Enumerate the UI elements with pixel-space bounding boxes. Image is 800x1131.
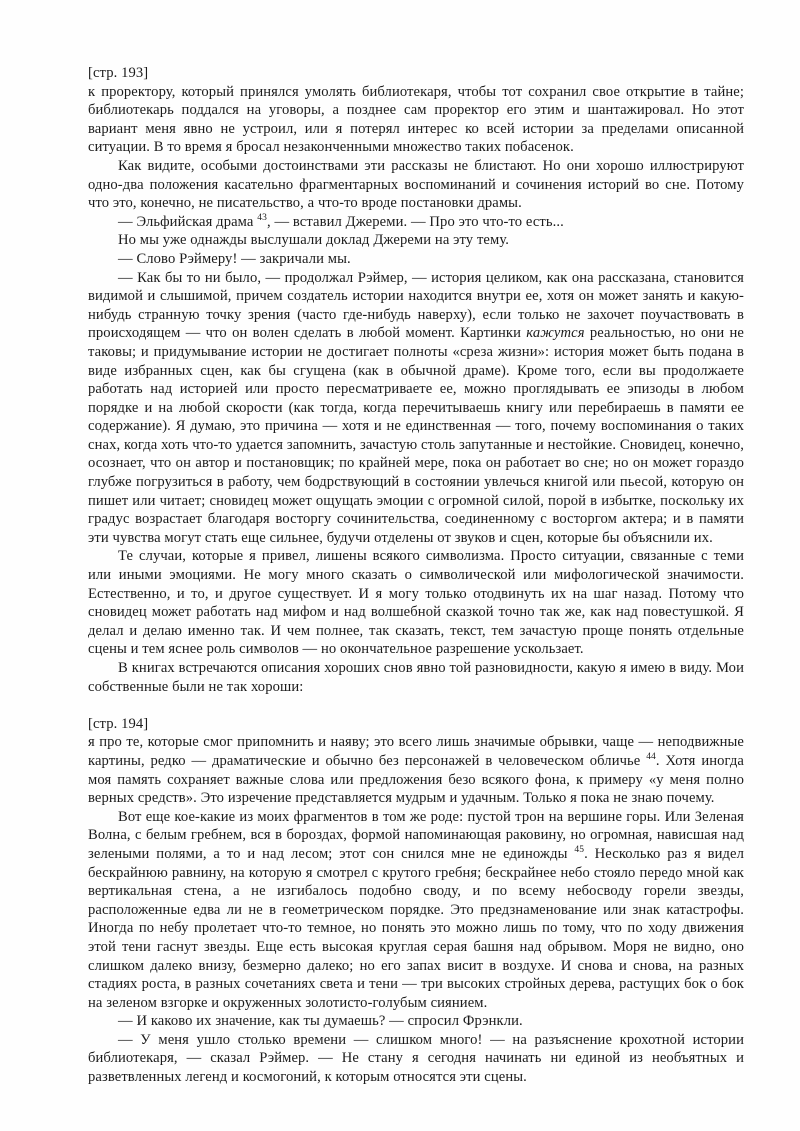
paragraph (88, 83, 744, 157)
blank-line (88, 696, 744, 715)
text-segment: Вот еще кое-какие из моих фрагментов в том же роде: пустой трон на вершине горы. Или Зеленая Волна, с белым гребнем, вся в бороздах, формой напоминающая раковину, но огромная, нависшая над зелеными полями, а то и над лесом; этот сон снился мне не единожды (88, 808, 744, 862)
text-segment: — Как бы то ни было, — продолжал Рэймер, — история целиком, как она рассказана, становится видимой и слышимой, причем создатель истории находится внутри ее, хотя он может занять и какую-нибудь странную точку зрения (часто где-нибудь наверху), если только не захочет поучаствовать в происходящем — что он волен сделать в любой момент. Картинки (88, 269, 744, 342)
text-segment: — У меня ушло столько времени — слишком много! — на разъяснение крохотной истории библиотекаря, — сказал Рэймер. — Не стану я сегодня начинать ни единой из необъятных и разветвленных легенд и космогоний, к которым относятся эти сцены. (88, 1031, 744, 1086)
paragraph (88, 659, 744, 696)
italic-text: кажутся (526, 325, 585, 342)
text-segment: к проректору, который принялся умолять библиотекаря, чтобы тот сохранил свое открытие в тайне; библиотекарь поддался на уговоры, а позднее сам проректор его этим и шантажировал. Но этот вариант меня явно не устроил, или я потерял интерес ко всей истории за пределами описанной ситуации. В то время я бросал незаконченными множество таких побасенок. (88, 83, 744, 156)
text-segment: В книгах встречаются описания хороших снов явно той разновидности, какую я имею в виду. Мои собственные были не так хороши: (88, 660, 744, 695)
text-segment: Но мы уже однажды выслушали доклад Джереми на эту тему. (118, 232, 510, 249)
paragraph (88, 547, 744, 659)
paragraph (88, 733, 744, 807)
footnote-reference: 44 (646, 752, 656, 763)
page-number-marker: [стр. 194] (88, 715, 149, 732)
footnote-reference: 45 (574, 845, 585, 856)
text-segment: Как видите, особыми достоинствами эти рассказы не блистают. Но они хорошо иллюстрируют одно-два положения касательно фрагментарных воспоминаний и сочинения историй во сне. Потому что это, конечно, не писательство, а что-то вроде постановки драмы. (88, 157, 744, 212)
paragraph (88, 250, 744, 269)
text-segment: . Хотя иногда моя память сохраняет важные слова или предложения безо всякого фона, к примеру «у меня полно верных средств». Это изречение представляется мудрым и удачным. Только я пока не знаю почему. (88, 752, 744, 807)
text-segment: — И каково их значение, как ты думаешь? — спросил Фрэнкли. (118, 1013, 523, 1030)
text-segment: — Эльфийская драма (118, 213, 258, 230)
paragraph (88, 157, 744, 213)
paragraph (88, 231, 744, 250)
text-flow (88, 64, 744, 1087)
paragraph (88, 1012, 744, 1031)
text-segment: реальностью, но они не таковы; и придумывание истории не достигает полноты «среза жизни»: история может быть подана в виде избранных сцен, как бы сгущена (как в обычной драме). Кроме того, если вы продолжаете работать над историей или просто пересматриваете ее, можно проглядывать ее эпизоды в любом порядке и на любой скорости (как тогда, когда перечитываешь книгу или перебираешь в памяти ее содержание). Я думаю, это причина — хотя и не единственная — того, почему воспоминания о таких снах, когда хоть что-то удается запомнить, зачастую столь запутанные и нестойкие. Сновидец, конечно, осознает, что он автор и постановщик; по крайней мере, пока он работает во сне; но он может гораздо глубже погрузиться в работу, чем бодрствующий в состоянии увлечься книгой или пьесой, которую он пишет или читает; сновидец может ощущать эмоции с огромной силой, порой в избытке, поскольку их градус возрастает благодаря восторгу сочинительства, соединенному с восторгом актера; и в памяти эти чувства могут стать еще сильнее, будучи отделены от звуков и сцен, которые бы объяснили их. (88, 325, 744, 546)
page-number-marker: [стр. 193] (88, 65, 149, 81)
footnote-reference: 43 (257, 212, 267, 223)
paragraph (88, 213, 744, 232)
text-segment: , — вставил Джереми. — Про это что-то есть... (266, 213, 564, 230)
paragraph (88, 1031, 744, 1087)
text-segment: . Несколько раз я видел бескрайнюю равнину, на которую я смотрел с крутого гребня; бескрайнее небо стояло передо мной как вертикальная стена, а не изгибалось подобно своду, и по всему небосводу горели звезды, расположенные едва ли не в геометрическом порядке. Это предзнаменование или знак катастрофы. Иногда по небу пролетает что-то темное, но понять это можно лишь по тому, что по ходу движения этой тени гаснут звезды. Еще есть высокая круглая серая башня над обрывом. Моря не видно, оно слишком далеко внизу, безмерно далеко; но его запах висит в воздухе. И снова и снова, на разных стадиях роста, в разных сочетаниях света и тени — три высоких стройных дерева, растущих бок о бок на зеленом взгорке и окруженных золотисто-голубым сиянием. (88, 845, 744, 1011)
paragraph (88, 808, 744, 1013)
text-segment: — Слово Рэймеру! — закричали мы. (118, 250, 351, 267)
text-segment: я про те, которые смог припомнить и наяву; это всего лишь значимые обрывки, чаще — неподвижные картины, редко — драматические и обычно без персонажей в человеческом обличье (88, 734, 744, 769)
paragraph (88, 269, 744, 548)
text-segment: Те случаи, которые я привел, лишены всякого символизма. Просто ситуации, связанные с теми или иными эмоциями. Не могу много сказать о символической или мифологической значимости. Естественно, и то, и другое существует. И я могу только отодвинуть их на шаг назад. Потому что сновидец может работать над мифом и над волшебной сказкой точно так же, как над повестушкой. Я делал и делаю именно так. И чем полнее, так сказать, текст, тем зачастую проще понять отдельные сцены и тем яснее роль символов — но окончательное разрешение ускользает. (88, 548, 744, 658)
